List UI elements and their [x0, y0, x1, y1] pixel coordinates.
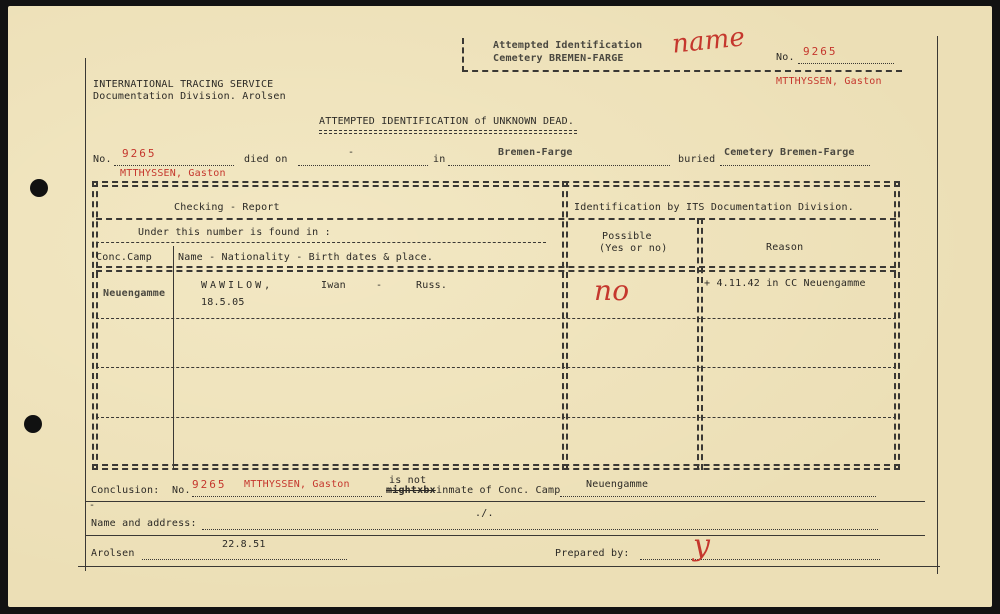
stamp-no-label: No. [776, 52, 795, 63]
conclusion-name-dots [192, 496, 382, 497]
row-possible: no [594, 274, 630, 307]
record-no-dots [114, 165, 234, 166]
in-value: Bremen-Farge [498, 147, 573, 158]
left-dash-mark: - [89, 500, 96, 511]
table-bottom-2 [92, 468, 900, 470]
conclusion-no-label: No. [172, 485, 191, 496]
died-label: died on [244, 154, 288, 165]
divider-reason-1 [697, 218, 699, 470]
under-number-rule [96, 242, 546, 243]
row-dash: - [376, 280, 383, 291]
index-card [8, 6, 992, 607]
row-birth: 18.5.05 [201, 297, 245, 308]
prepared-initial: y [693, 528, 711, 563]
record-no-value: 9265 [122, 147, 157, 160]
conclusion-inmate-text: inmate of Conc. Camp [436, 485, 561, 496]
stamp-line-1: Attempted Identification [493, 40, 643, 51]
punch-hole-top [30, 179, 48, 197]
in-label: in [433, 154, 446, 165]
record-name: MTTHYSSEN, Gaston [120, 168, 226, 179]
header-rule-3 [96, 270, 896, 272]
row-nationality: Russ. [416, 280, 448, 291]
row-separator-3 [96, 417, 896, 418]
document-title: ATTEMPTED IDENTIFICATION of UNKNOWN DEAD. [319, 116, 575, 127]
header-rule-1 [96, 218, 896, 220]
checking-report-header: Checking - Report [174, 202, 280, 213]
org-name: INTERNATIONAL TRACING SERVICE [93, 79, 274, 90]
table-right-1 [894, 181, 896, 470]
stamp-handwritten-note: name [670, 22, 747, 60]
conclusion-label: Conclusion: [91, 485, 160, 496]
conclusion-camp-dots [560, 496, 876, 497]
row-surname: WAWILOW, [201, 280, 274, 291]
slash-mark: ./. [475, 508, 494, 519]
stamp-box-left [462, 38, 464, 72]
conclusion-no-value: 9265 [192, 478, 227, 491]
right-border [937, 36, 938, 574]
table-left-1 [92, 181, 94, 470]
conclusion-is-not: is not [389, 475, 427, 486]
name-address-rule [85, 535, 925, 536]
footer-date: 22.8.51 [222, 539, 266, 550]
stamp-line-2: Cemetery BREMEN-FARGE [493, 53, 624, 64]
row-separator-1 [96, 318, 896, 319]
org-division: Documentation Division. Arolsen [93, 91, 286, 102]
prepared-label: Prepared by: [555, 548, 630, 559]
table-top-2 [92, 185, 900, 187]
row-firstname: Iwan [321, 280, 346, 291]
left-border [85, 58, 86, 571]
died-value: - [348, 147, 355, 158]
camp-header: Conc.Camp [96, 252, 152, 263]
name-address-dots [202, 529, 878, 530]
buried-dots [720, 165, 870, 166]
record-no-label: No. [93, 154, 112, 165]
name-header: Name - Nationality - Birth dates & place. [178, 252, 434, 263]
punch-hole-bottom [24, 415, 42, 433]
buried-label: buried [678, 154, 716, 165]
conclusion-rule [85, 501, 925, 502]
died-dots [298, 165, 428, 166]
possible-header-1: Possible [602, 231, 652, 242]
name-address-label: Name and address: [91, 518, 197, 529]
footer-date-dots [142, 559, 347, 560]
conclusion-camp: Neuengamme [586, 479, 649, 490]
in-dots [448, 165, 670, 166]
possible-header-2: (Yes or no) [599, 243, 668, 254]
under-number-label: Under this number is found in : [138, 227, 331, 238]
title-underline-2 [319, 133, 577, 134]
row-reason: + 4.11.42 in CC Neuengamme [704, 278, 866, 289]
stamp-name: MTTHYSSEN, Gaston [776, 76, 882, 87]
table-left-2 [96, 181, 98, 470]
bottom-border [78, 566, 940, 567]
footer-place: Arolsen [91, 548, 135, 559]
divider-camp [173, 246, 174, 468]
divider-reason-2 [701, 218, 703, 470]
stamp-box-bottom [462, 70, 902, 72]
stamp-no-dots [798, 63, 894, 64]
row-camp: Neuengamme [103, 288, 166, 299]
buried-value: Cemetery Bremen-Farge [724, 147, 855, 158]
table-top-1 [92, 181, 900, 183]
header-rule-2 [96, 266, 896, 268]
divider-center-1 [562, 181, 564, 470]
divider-center-2 [566, 181, 568, 470]
table-bottom-1 [92, 464, 900, 466]
reason-header: Reason [766, 242, 804, 253]
conclusion-name: MTTHYSSEN, Gaston [244, 479, 350, 490]
row-separator-2 [96, 367, 896, 368]
identification-header: Identification by ITS Documentation Division. [574, 202, 854, 213]
stamp-no-value: 9265 [803, 45, 838, 58]
table-right-2 [898, 181, 900, 470]
prepared-dots [640, 559, 880, 560]
conclusion-struck-text: mightxbx [386, 485, 436, 496]
title-underline-1 [319, 130, 577, 131]
